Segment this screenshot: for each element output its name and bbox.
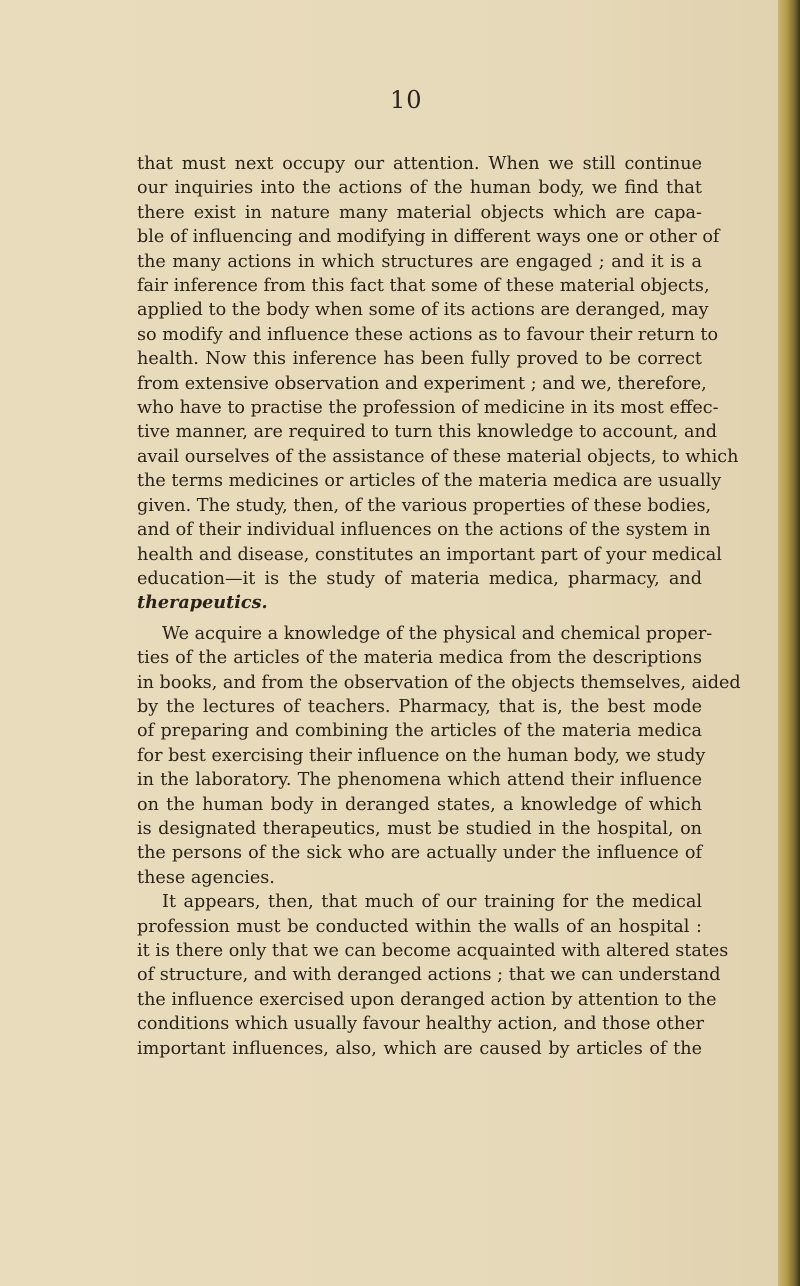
paragraph-1 [137, 152, 739, 616]
text-line: important influences, also, which are caused by articles of the [137, 1038, 702, 1059]
text-line: on the human body in deranged states, a knowledge of which [137, 794, 702, 815]
text-line: the terms medicines or articles of the materia medica are usually [137, 471, 722, 492]
text-line: conditions which usually favour healthy action, and those other [137, 1014, 704, 1035]
text-line: it is there only that we can become acquainted with altered states [137, 941, 729, 961]
text-line: ties of the articles of the materia medica from the descriptions [137, 648, 702, 669]
text-line: profession must be conducted within the walls of an hospital : [137, 916, 702, 937]
text-line: health. Now this inference has been fully proved to be correct [137, 349, 702, 370]
text-line: there exist in nature many material objects which are capa- [137, 202, 702, 223]
text-line: in the laboratory. The phenomena which attend their influence [137, 770, 702, 791]
text-line: who have to practise the profession of medicine in its most effec- [137, 398, 719, 419]
text-line: from extensive observation and experiment ; and we, therefore, [137, 373, 707, 394]
text-line: therapeutics. [137, 592, 268, 614]
text-line: is designated therapeutics, must be studied in the hospital, on [137, 818, 702, 839]
paragraph-2 [137, 622, 741, 890]
text-line: for best exercising their influence on the human body, we study [137, 745, 706, 766]
text-line: It appears, then, that much of our training for the medical [162, 892, 702, 913]
text-line: by the lectures of teachers. Pharmacy, that is, the best mode [137, 696, 702, 717]
text-line: of structure, and with deranged actions ; that we can understand [137, 965, 721, 986]
body-text [137, 152, 741, 1061]
text-line: We acquire a knowledge of the physical and chemical proper- [162, 623, 713, 644]
text-line: ble of influencing and modifying in different ways one or other of [137, 227, 720, 248]
page-number: 10 [390, 86, 423, 114]
text-line: education—it is the study of materia medica, pharmacy, and [137, 568, 702, 589]
text-line: and of their individual influences on the actions of the system in [137, 520, 711, 541]
text-line: fair inference from this fact that some of these material objects, [137, 276, 710, 297]
page-edge-shadow [778, 0, 800, 1286]
text-line: the influence exercised upon deranged action by attention to the [137, 989, 717, 1010]
text-line: given. The study, then, of the various properties of these bodies, [137, 495, 712, 516]
text-line: so modify and influence these actions as to favour their return to [137, 324, 719, 345]
text-line: the many actions in which structures are engaged ; and it is a [137, 251, 702, 272]
text-line: these agencies. [137, 867, 275, 888]
paragraph-3 [137, 890, 729, 1061]
text-line: avail ourselves of the assistance of these material objects, to which [137, 446, 739, 467]
text-line: applied to the body when some of its actions are deranged, may [137, 300, 709, 321]
text-line: tive manner, are required to turn this knowledge to account, and [137, 422, 718, 443]
text-line: our inquiries into the actions of the human body, we find that [137, 178, 702, 199]
text-line: the persons of the sick who are actually under the influence of [137, 843, 702, 864]
text-line: of preparing and combining the articles of the materia medica [137, 721, 702, 742]
text-line: in books, and from the observation of the objects themselves, aided [137, 672, 741, 693]
text-line: health and disease, constitutes an important part of your medical [137, 544, 722, 565]
text-line: that must next occupy our attention. When we still continue [137, 154, 702, 174]
